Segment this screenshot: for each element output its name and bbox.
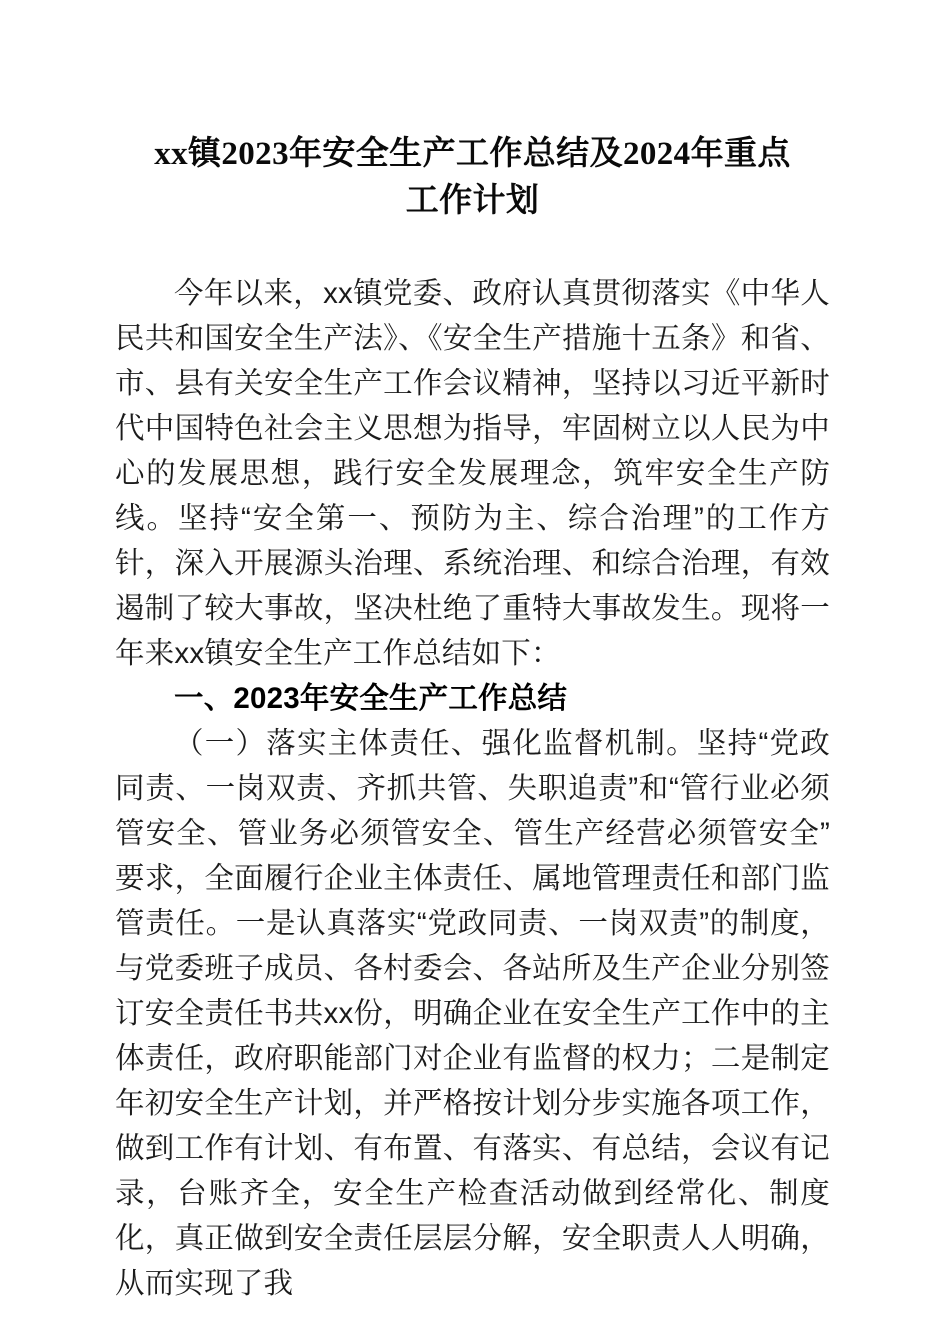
section-heading-1: 一、2023年安全生产工作总结: [174, 682, 568, 715]
document-content-area: [115, 0, 830, 1306]
page-title-line-1: xx镇2023年安全生产工作总结及2024年重点: [154, 136, 791, 172]
subsection-paragraph-1: （一）落实主体责任、强化监督机制。坚持“党政同责、一岗双责、齐抓共管、失职追责”和“管行业必须管安全、管业务必须管安全、管生产经营必须管安全”要求，全面履行企业主体责任、属地管理责任和部门监管责任。一是认真落实“党政同责、一岗双责”的制度，与党委班子成员、各村委会、各站所及生产企业分别签订安全责任书共xx份，明确企业在安全生产工作中的主体责任，政府职能部门对企业有监督的权力；二是制定年初安全生产计划，并严格按计划分步实施各项工作，做到工作有计划、有布置、有落实、有总结，会议有记录，台账齐全，安全生产检查活动做到经常化、制度化，真正做到安全责任层层分解，安全职责人人明确，从而实现了我: [115, 727, 830, 1300]
intro-paragraph: 今年以来，xx镇党委、政府认真贯彻落实《中华人民共和国安全生产法》、《安全生产措施十五条》和省、市、县有关安全生产工作会议精神，坚持以习近平新时代中国特色社会主义思想为指导，牢固树立以人民为中心的发展思想，践行安全发展理念，筑牢安全生产防线。坚持“安全第一、预防为主、综合治理”的工作方针，深入开展源头治理、系统治理、和综合治理，有效遏制了较大事故，坚决杜绝了重特大事故发生。现将一年来xx镇安全生产工作总结如下：: [115, 277, 830, 670]
title-body-spacer: [115, 225, 830, 271]
page-title: [115, 0, 830, 225]
page-title-line-2: 工作计划: [405, 183, 540, 219]
